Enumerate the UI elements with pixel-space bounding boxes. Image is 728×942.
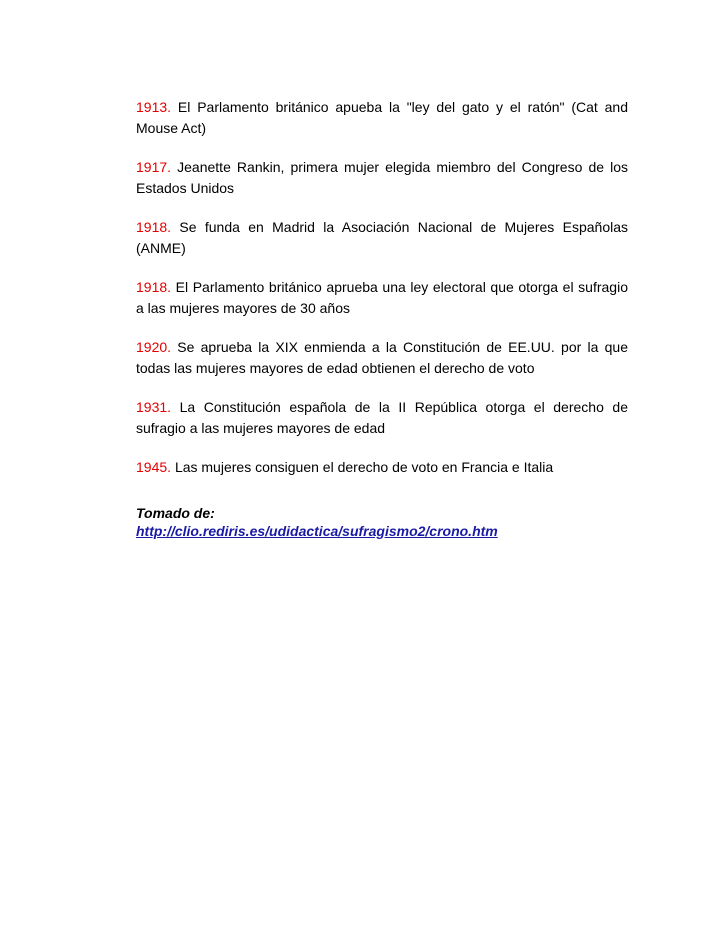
timeline-entry-1918-uk: [136, 277, 628, 319]
timeline-entry-1918-anme: [136, 217, 628, 259]
entry-text: El Parlamento británico aprueba una ley electoral que otorga el sufragio a las mujeres mayores de 30 años: [136, 279, 628, 316]
timeline-entry-1931: [136, 397, 628, 439]
timeline-entry-1917: [136, 157, 628, 199]
timeline-entry-1913: [136, 97, 628, 139]
source-citation: [136, 504, 628, 540]
entry-year: 1918.: [136, 279, 172, 295]
document-page: [136, 97, 628, 540]
entry-text: Se funda en Madrid la Asociación Nacional de Mujeres Españolas (ANME): [136, 219, 629, 256]
entry-text: Se aprueba la XIX enmienda a la Constitución de EE.UU. por la que todas las mujeres mayores de edad obtienen el derecho de voto: [136, 339, 628, 376]
timeline-entry-1945: [136, 457, 628, 478]
entry-year: 1931.: [136, 399, 172, 415]
entry-year: 1918.: [136, 219, 172, 235]
entry-text: La Constitución española de la II República otorga el derecho de sufragio a las mujeres mayores de edad: [136, 399, 629, 436]
entry-text: El Parlamento británico apueba la "ley del gato y el ratón" (Cat and Mouse Act): [136, 99, 628, 136]
entry-text: Las mujeres consiguen el derecho de voto en Francia e Italia: [174, 459, 554, 475]
source-link[interactable]: http://clio.rediris.es/udidactica/sufragismo2/crono.htm: [136, 523, 498, 539]
entry-text: Jeanette Rankin, primera mujer elegida miembro del Congreso de los Estados Unidos: [136, 159, 629, 196]
timeline: [136, 97, 628, 478]
entry-year: 1913.: [136, 99, 172, 115]
entry-year: 1920.: [136, 339, 172, 355]
source-label: Tomado de:: [136, 505, 215, 521]
timeline-entry-1920: [136, 337, 628, 379]
entry-year: 1945.: [136, 459, 172, 475]
entry-year: 1917.: [136, 159, 172, 175]
